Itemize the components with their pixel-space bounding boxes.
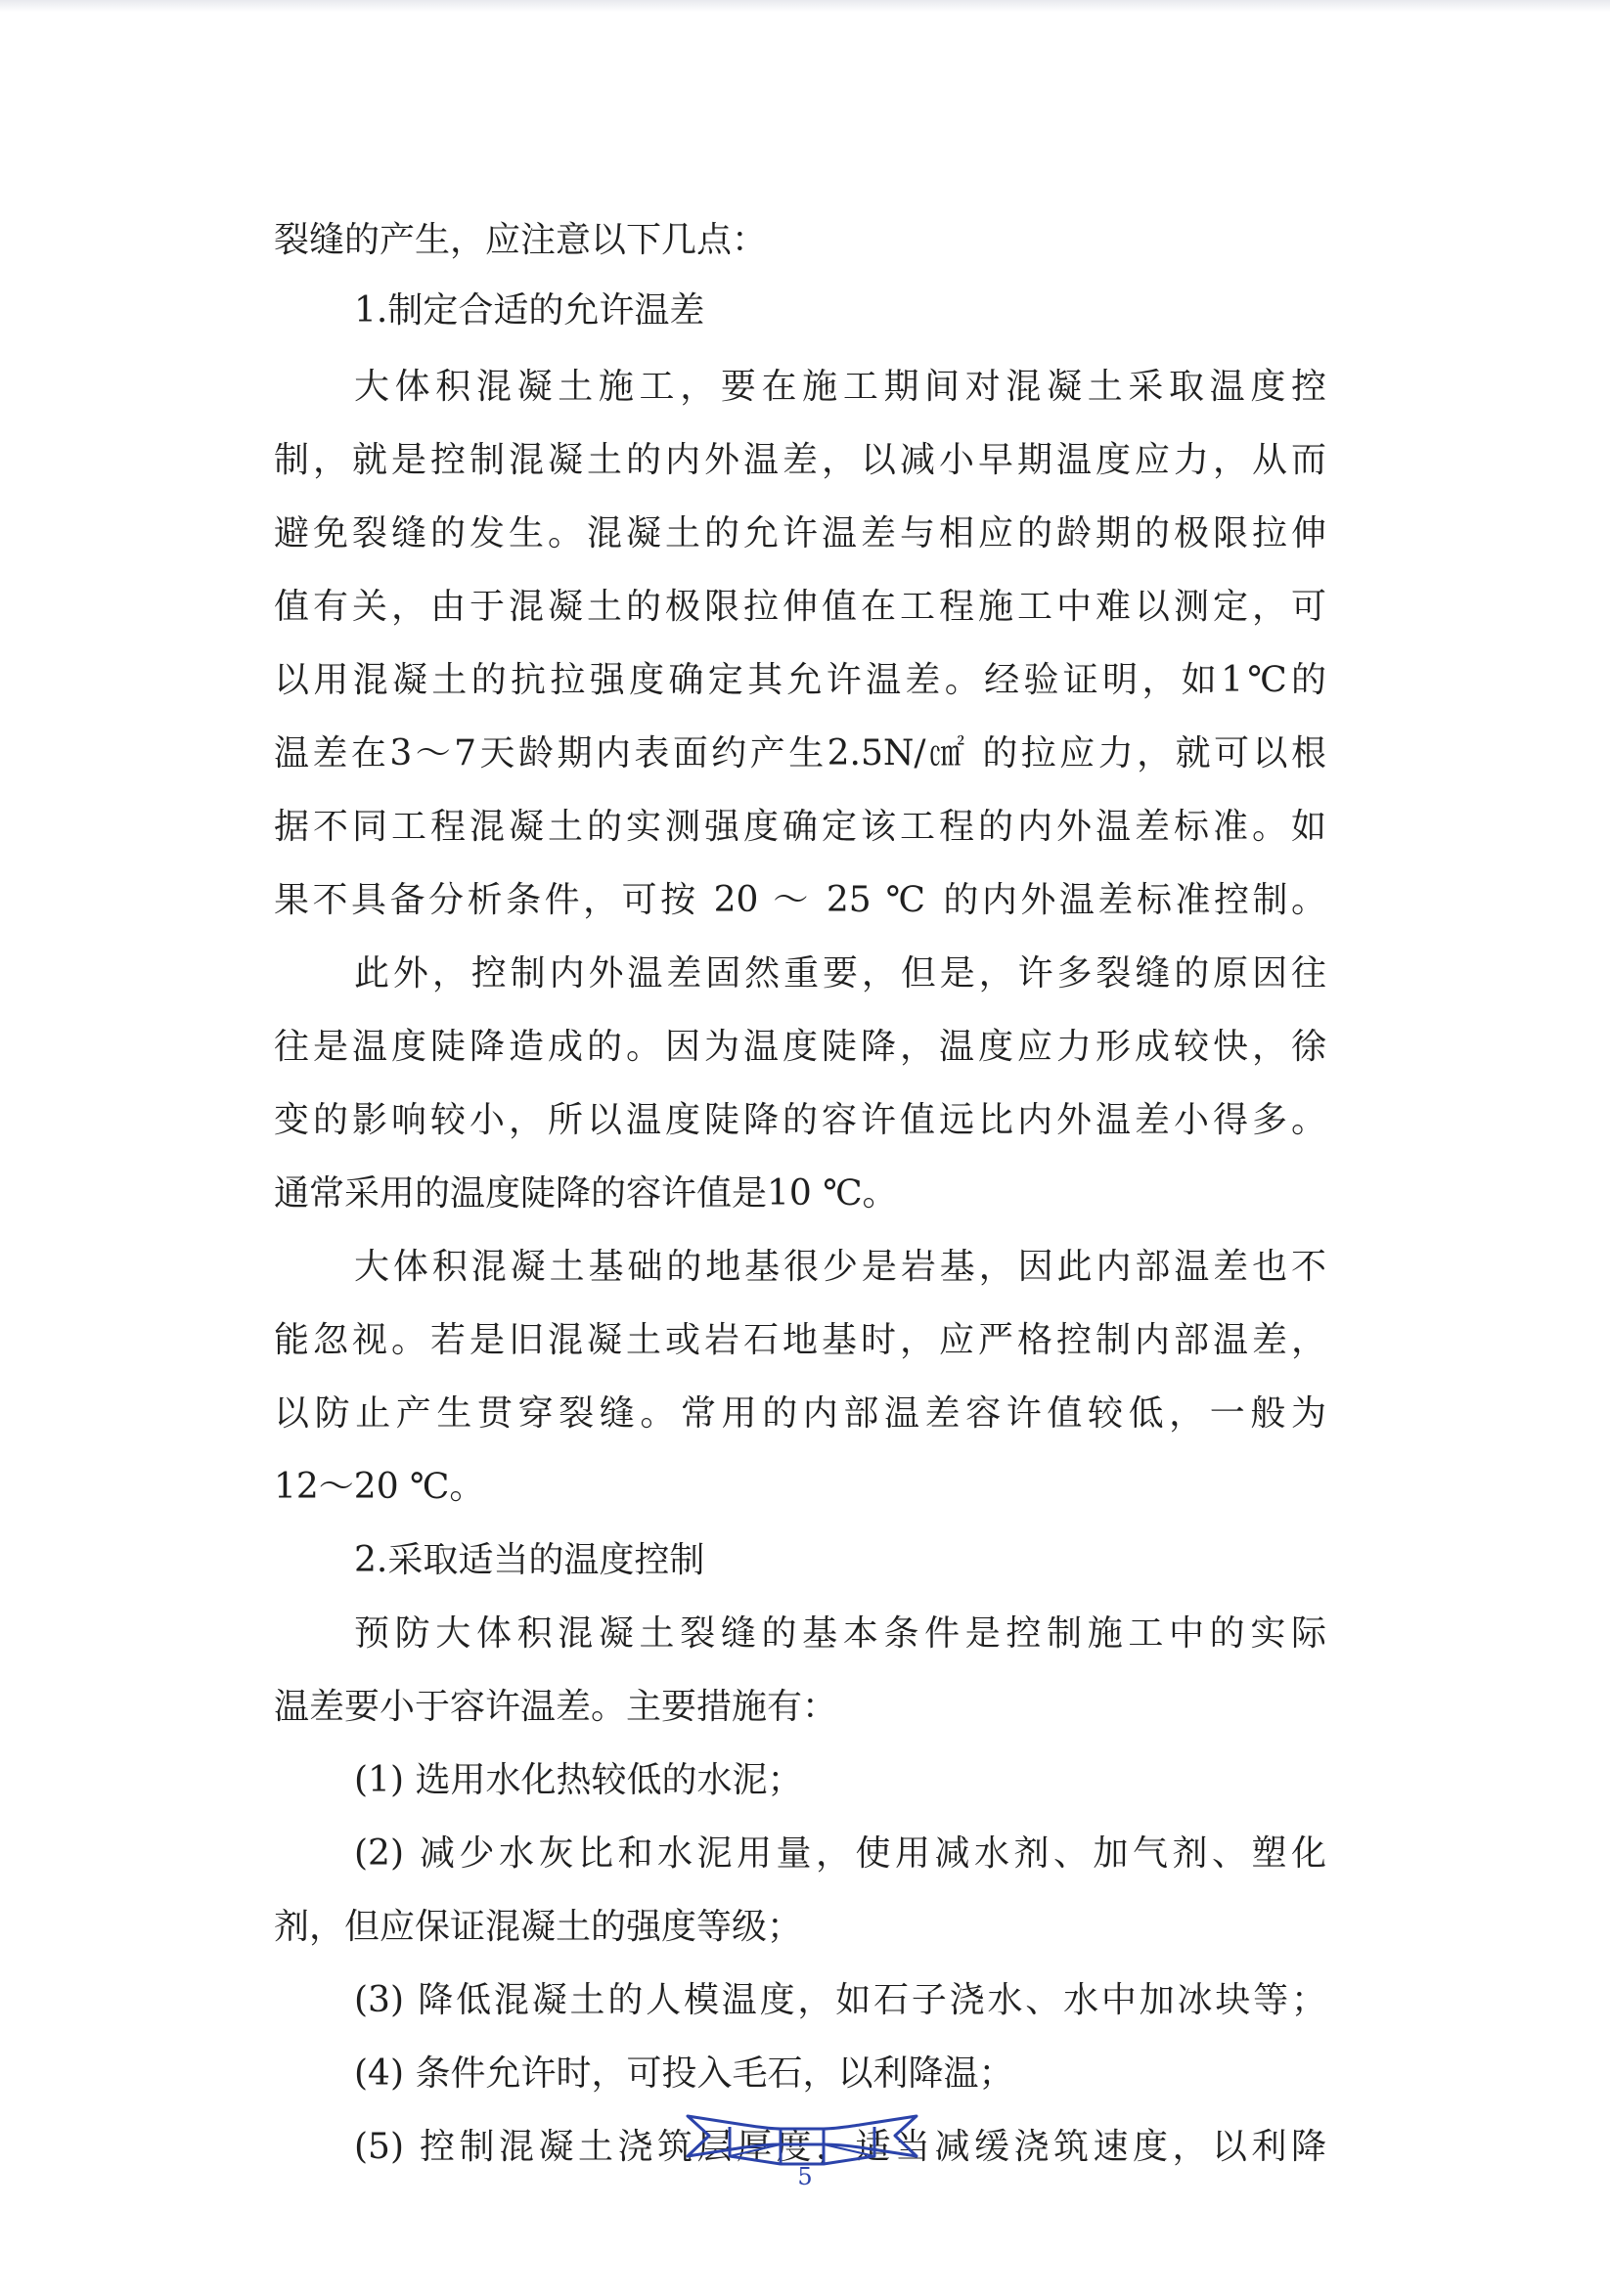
paragraph-line-12: 往是温度陡降造成的。因为温度陡降，温度应力形成较快，徐	[274, 1027, 1326, 1067]
section-heading-temperature-difference: 1.制定合适的允许温差	[354, 290, 705, 331]
measure-item-3: (3) 降低混凝土的人模温度，如石子浇水、水中加冰块等；	[354, 1980, 1326, 2020]
measure-item-2-line-2: 剂，但应保证混凝土的强度等级；	[274, 1907, 803, 1947]
section-heading-temperature-control: 2.采取适当的温度控制	[354, 1540, 705, 1580]
paragraph-line-10: 果不具备分析条件，可按 20 ～ 25 ℃ 的内外温差标准控制。	[274, 880, 1326, 920]
paragraph-line-03: 大体积混凝土施工，要在施工期间对混凝土采取温度控	[354, 367, 1326, 407]
text-line-01: 裂缝的产生，应注意以下几点：	[274, 220, 768, 260]
paragraph-line-20: 预防大体积混凝土裂缝的基本条件是控制施工中的实际	[354, 1613, 1326, 1654]
paragraph-line-09: 据不同工程混凝土的实测强度确定该工程的内外温差标准。如	[274, 807, 1326, 847]
paragraph-line-15: 大体积混凝土基础的地基很少是岩基，因此内部温差也不	[354, 1247, 1326, 1287]
paragraph-line-16: 能忽视。若是旧混凝土或岩石地基时，应严格控制内部温差，	[274, 1320, 1326, 1360]
paragraph-line-13: 变的影响较小，所以温度陡降的容许值远比内外温差小得多。	[274, 1100, 1326, 1140]
measure-item-4: (4) 条件允许时，可投入毛石，以利降温；	[354, 2053, 1014, 2094]
paragraph-line-08: 温差在3～7天龄期内表面约产生2.5N/㎠ 的拉应力，就可以根	[274, 733, 1326, 773]
paragraph-line-18: 12～20 ℃。	[274, 1467, 485, 1507]
measure-item-2-line-1: (2) 减少水灰比和水泥用量，使用减水剂、加气剂、塑化	[354, 1833, 1326, 1874]
paragraph-line-14: 通常采用的温度陡降的容许值是10 ℃。	[274, 1173, 898, 1214]
paragraph-line-17: 以防止产生贯穿裂缝。常用的内部温差容许值较低，一般为	[274, 1393, 1326, 1434]
paragraph-line-05: 避免裂缝的发生。混凝土的允许温差与相应的龄期的极限拉伸	[274, 513, 1326, 553]
page-number: 5	[797, 2163, 813, 2190]
paragraph-line-21: 温差要小于容许温差。主要措施有：	[274, 1687, 838, 1727]
paragraph-line-06: 值有关，由于混凝土的极限拉伸值在工程施工中难以测定，可	[274, 587, 1326, 627]
paragraph-line-11: 此外，控制内外温差固然重要，但是，许多裂缝的原因往	[354, 953, 1326, 993]
measure-item-1: (1) 选用水化热较低的水泥；	[354, 1760, 803, 1800]
measure-item-5: (5) 控制混凝土浇筑层厚度，适当减缓浇筑速度，以利降	[354, 2127, 1326, 2167]
scan-top-edge	[0, 0, 1610, 12]
paragraph-line-04: 制，就是控制混凝土的内外温差，以减小早期温度应力，从而	[274, 440, 1326, 480]
paragraph-line-07: 以用混凝土的抗拉强度确定其允许温差。经验证明，如1℃的	[274, 660, 1326, 700]
